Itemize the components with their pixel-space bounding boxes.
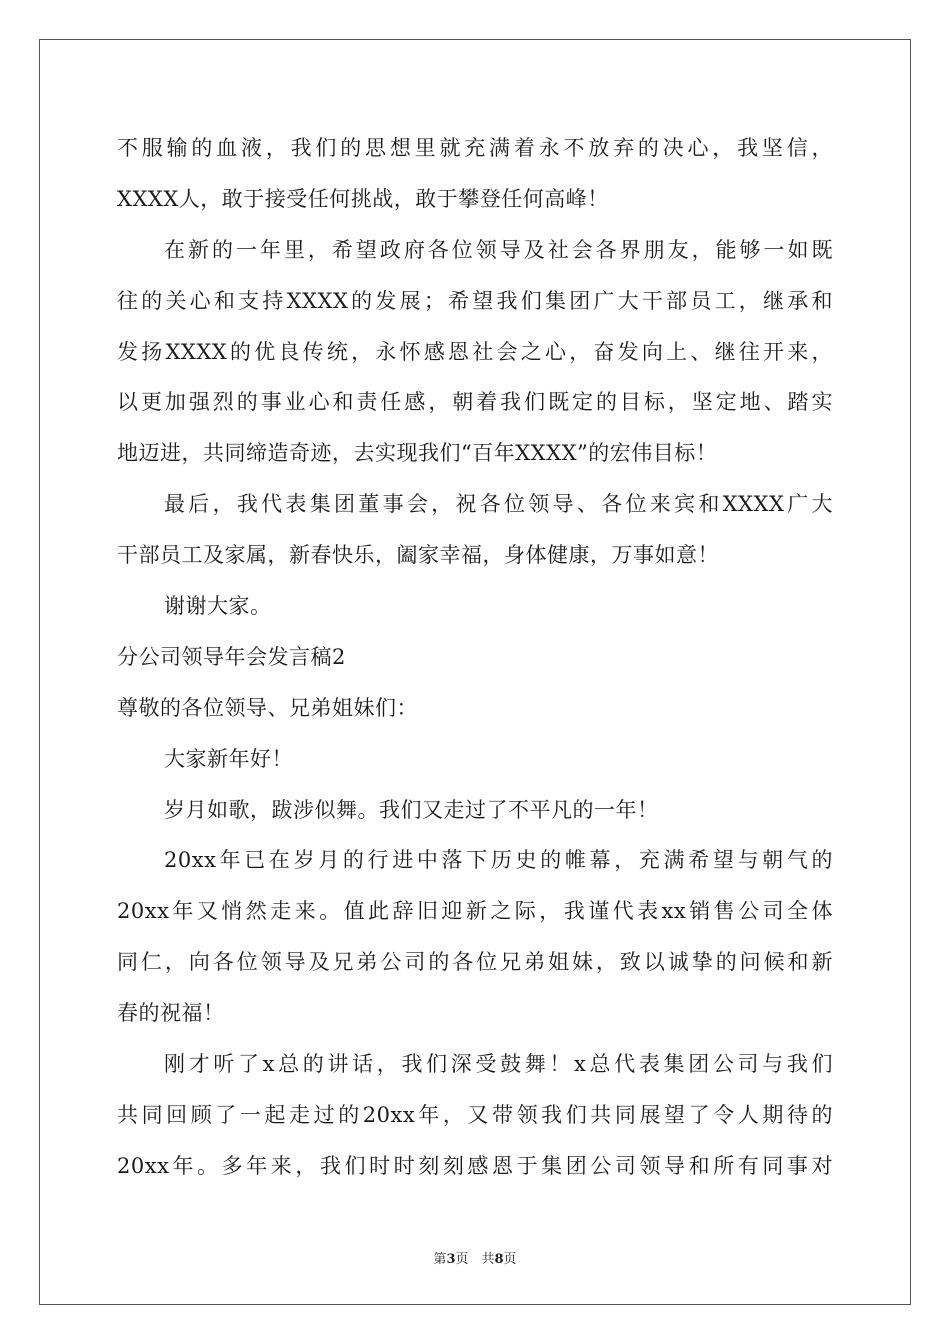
text-line: 大家新年好！ xyxy=(164,746,293,771)
text-line: 岁月如歌，跋涉似舞。我们又走过了不平凡的一年！ xyxy=(164,797,659,822)
text-line: 20xx年。多年来，我们时时刻刻感恩于集团公司领导和所有同事对 xyxy=(117,1153,833,1178)
text-line: 不服输的血液，我们的思想里就充满着永不放弃的决心，我坚信， xyxy=(117,136,833,160)
text-line: 谢谢大家。 xyxy=(164,594,272,619)
footer-mid: 页 共 xyxy=(455,1252,495,1267)
text-line: 刚才听了x总的讲话，我们深受鼓舞！x总代表集团公司与我们 xyxy=(164,1052,833,1077)
text-line: 20xx年又悄然走来。值此辞旧迎新之际，我谨代表xx销售公司全体 xyxy=(117,899,833,924)
text-line: 发扬XXXX的优良传统，永怀感恩社会之心，奋发向上、继往开来， xyxy=(117,339,833,364)
footer-prefix: 第 xyxy=(433,1252,447,1267)
text-line: 干部员工及家属，新春快乐，阖家幸福，身体健康，万事如意！ xyxy=(117,543,719,568)
text-line: 春的祝福！ xyxy=(117,1001,225,1026)
text-line: 在新的一年里，希望政府各位领导及社会各界朋友，能够一如既 xyxy=(164,237,833,262)
text-line: 20xx年已在岁月的行进中落下历史的帷幕，充满希望与朝气的 xyxy=(164,848,833,873)
text-line: 以更加强烈的事业心和责任感，朝着我们既定的目标，坚定地、踏实 xyxy=(117,390,833,415)
text-line: 最后，我代表集团董事会，祝各位领导、各位来宾和XXXX广大 xyxy=(164,492,833,517)
text-line: 地迈进，共同缔造奇迹，去实现我们“百年XXXX”的宏伟目标！ xyxy=(117,441,718,466)
text-line: 尊敬的各位领导、兄弟姐妹们： xyxy=(117,695,418,720)
text-line: 共同回顾了一起走过的20xx年，又带领我们共同展望了令人期待的 xyxy=(117,1102,833,1127)
text-line: 分公司领导年会发言稿2 xyxy=(117,644,346,669)
document-body xyxy=(117,123,833,1192)
text-line: XXXX人，敢于接受任何挑战，敢于攀登任何高峰！ xyxy=(117,186,609,211)
footer-suffix: 页 xyxy=(503,1252,517,1267)
current-page-number: 3 xyxy=(446,1252,456,1267)
text-line: 往的关心和支持XXXX的发展；希望我们集团广大干部员工，继承和 xyxy=(117,288,833,313)
total-page-number: 8 xyxy=(494,1252,504,1267)
page-footer xyxy=(0,1248,950,1267)
text-line: 同仁，向各位领导及兄弟公司的各位兄弟姐妹，致以诚挚的问候和新 xyxy=(117,950,833,975)
